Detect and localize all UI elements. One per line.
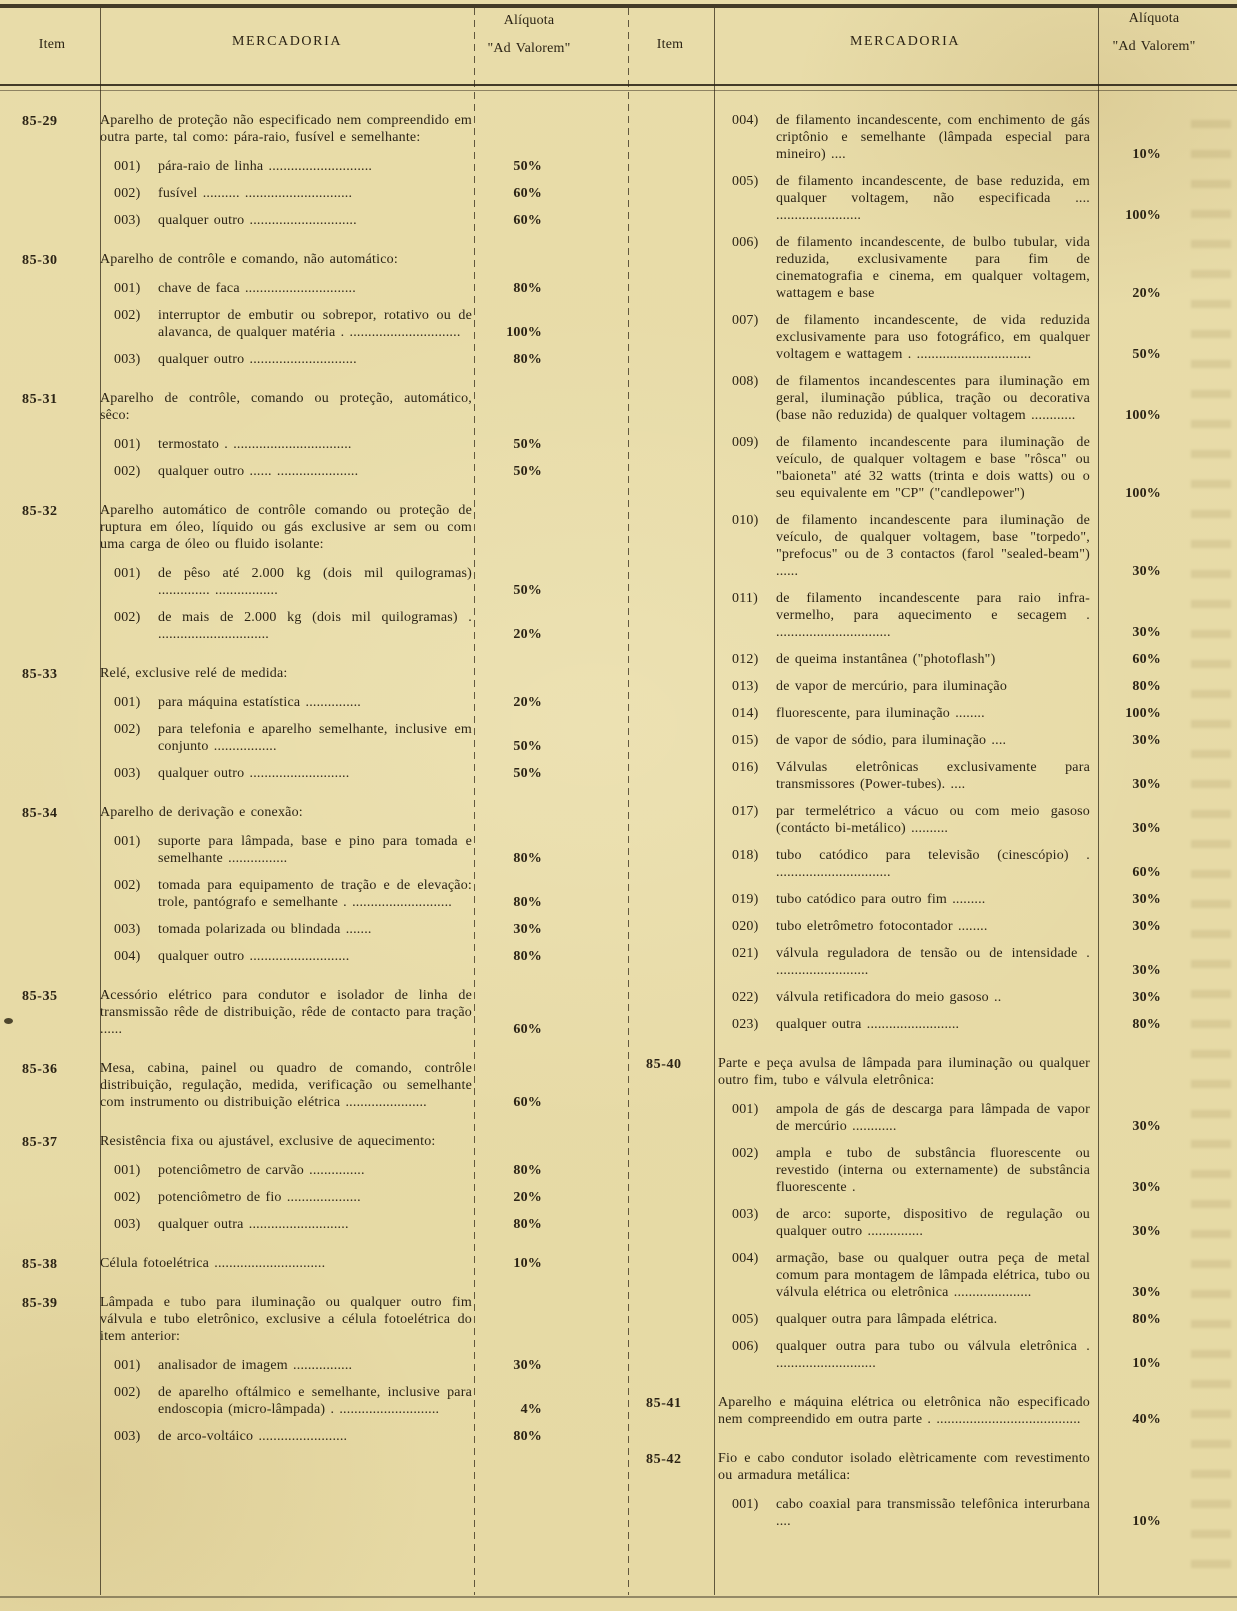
- sub-item-row: [718, 678, 1175, 695]
- header-aliquota-line2: "Ad Valorem": [1112, 39, 1196, 54]
- sub-item-text: qualquer outro ...........................: [158, 766, 350, 781]
- sub-item-text: qualquer outro ...... ......................: [158, 464, 359, 479]
- sub-item-code: 001): [114, 1358, 141, 1373]
- sub-item-row: [718, 434, 1175, 502]
- tariff-entry: [0, 1060, 560, 1111]
- sub-item-code: 020): [732, 919, 759, 934]
- sub-item-code: 014): [732, 706, 759, 721]
- sub-item-code: 003): [114, 922, 141, 937]
- sub-item-text: para máquina estatística ...............: [158, 695, 361, 710]
- entry-heading: Aparelho automático de contrôle comando ou proteção de ruptura em óleo, líquido ou gás exclusive ar sem ou com uma carga de óleo ou fluido isolante:: [100, 503, 472, 552]
- sub-item-rate: 30%: [1132, 625, 1161, 640]
- entry-heading-row: [100, 251, 560, 268]
- entry-heading: Aparelho de contrôle, comando ou proteção, automático, sêco:: [100, 391, 472, 423]
- tariff-entry: [0, 112, 560, 229]
- entry-subs: [100, 833, 560, 965]
- tariff-entry: [630, 1055, 1175, 1372]
- sub-item-text: válvula reguladora de tensão ou de intensidade . .........................: [776, 946, 1090, 978]
- sub-item-code: 010): [732, 513, 759, 528]
- sub-item-rate: 100%: [1125, 208, 1161, 223]
- sub-item-rate: 30%: [1132, 1224, 1161, 1239]
- sub-item-text: de queima instantânea ("photoflash"): [776, 652, 996, 667]
- sub-item-rate: 30%: [1132, 892, 1161, 907]
- entry-item-code: 85-29: [22, 114, 58, 129]
- sub-item-rate: 50%: [513, 159, 542, 174]
- sub-item-rate: 50%: [513, 583, 542, 598]
- sub-item-row: [100, 877, 560, 911]
- sub-item-text: tomada para equipamento de tração e de elevação: trole, pantógrafo e semelhante . ...........................: [158, 878, 472, 910]
- entry-heading: Aparelho de derivação e conexão:: [100, 805, 303, 820]
- sub-item-row: [100, 694, 560, 711]
- entry-item-code: 85-30: [22, 253, 58, 268]
- sub-item-text: para telefonia e aparelho semelhante, inclusive em conjunto .................: [158, 722, 472, 754]
- entry-heading: Resistência fixa ou ajustável, exclusive de aquecimento:: [100, 1134, 436, 1149]
- sub-item-rate: 10%: [1132, 1356, 1161, 1371]
- sub-item-text: válvula retificadora do meio gasoso ..: [776, 990, 1002, 1005]
- entry-item-code: 85-35: [22, 989, 58, 1004]
- entry-item-code: 85-38: [22, 1257, 58, 1272]
- sub-item-code: 006): [732, 235, 759, 250]
- entry-item-code: 85-40: [646, 1057, 682, 1072]
- tariff-entry: [0, 1255, 560, 1272]
- sub-item-code: 003): [114, 1217, 141, 1232]
- sub-item-rate: 30%: [1132, 821, 1161, 836]
- sub-item-code: 001): [114, 1163, 141, 1178]
- sub-item-code: 003): [114, 766, 141, 781]
- entry-heading-row: [718, 1055, 1175, 1089]
- sub-item-text: qualquer outro .............................: [158, 213, 357, 228]
- sub-item-rate: 80%: [1132, 1017, 1161, 1032]
- sub-item-code: 002): [114, 1190, 141, 1205]
- sub-item-code: 004): [732, 1251, 759, 1266]
- sub-item-text: potenciômetro de carvão ...............: [158, 1163, 365, 1178]
- sub-item-code: 019): [732, 892, 759, 907]
- sub-item-code: 001): [114, 834, 141, 849]
- entry-heading-row: [100, 665, 560, 682]
- tariff-entry: [630, 1450, 1175, 1530]
- sub-item-text: de vapor de mercúrio, para iluminação: [776, 679, 1008, 694]
- tariff-entry: [630, 1394, 1175, 1428]
- sub-item-code: 004): [114, 949, 141, 964]
- entry-subs: [100, 436, 560, 480]
- sub-item-text: tomada polarizada ou blindada .......: [158, 922, 372, 937]
- entry-item-code: 85-42: [646, 1452, 682, 1467]
- sub-item-row: [718, 373, 1175, 424]
- sub-item-row: [718, 705, 1175, 722]
- sub-item-text: qualquer outra .........................: [776, 1017, 960, 1032]
- sub-item-text: par termelétrico a vácuo ou com meio gasoso (contácto bi-metálico) ..........: [776, 804, 1090, 836]
- tariff-entry: [0, 665, 560, 782]
- sub-item-text: de filamento incandescente para iluminação de veículo, de qualquer voltagem e base "rôsca" ou "baioneta" até 32 watts (trinta e dois watts) ou o seu equivalente em "CP" ("candlepower"): [776, 435, 1090, 501]
- entry-heading-row: [100, 804, 560, 821]
- entry-item-code: 85-41: [646, 1396, 682, 1411]
- sub-item-row: [718, 1206, 1175, 1240]
- sub-item-row: [100, 1384, 560, 1418]
- sub-item-row: [100, 280, 560, 297]
- header-bottom-rule-light: [0, 90, 1237, 91]
- ink-speck: [4, 1018, 13, 1024]
- sub-item-rate: 30%: [1132, 564, 1161, 579]
- sub-item-code: 002): [114, 186, 141, 201]
- sub-item-row: [718, 312, 1175, 363]
- sub-item-code: 013): [732, 679, 759, 694]
- sub-item-row: [100, 1357, 560, 1374]
- sub-item-row: [718, 512, 1175, 580]
- sub-item-code: 001): [732, 1102, 759, 1117]
- sub-item-code: 003): [114, 213, 141, 228]
- sub-item-row: [100, 158, 560, 175]
- entry-heading-row: [100, 1255, 560, 1272]
- sub-item-text: de filamento incandescente, de base reduzida, em qualquer voltagem, não especificada .... .......................: [776, 174, 1090, 223]
- sub-item-rate: 80%: [513, 281, 542, 296]
- sub-item-text: armação, base ou qualquer outra peça de metal comum para montagem de lâmpada elétrica, tubo ou válvula elétrica ou eletrônica .....................: [776, 1251, 1090, 1300]
- entry-heading: Aparelho e máquina elétrica ou eletrônica não especificado nem compreendido em outra parte . .......................................: [718, 1395, 1090, 1427]
- sub-item-rate: 30%: [1132, 1180, 1161, 1195]
- sub-item-text: potenciômetro de fio ....................: [158, 1190, 361, 1205]
- page-bottom-rule: [0, 1596, 1237, 1598]
- sub-item-code: 022): [732, 990, 759, 1005]
- sub-item-row: [100, 463, 560, 480]
- sub-item-text: interruptor de embutir ou sobrepor, rotativo ou de alavanca, de qualquer matéria . ..............................: [158, 308, 472, 340]
- sub-item-row: [100, 351, 560, 368]
- sub-item-row: [100, 307, 560, 341]
- sub-item-text: qualquer outra para lâmpada elétrica.: [776, 1312, 998, 1327]
- sub-item-text: de mais de 2.000 kg (dois mil quilogramas) . ..............................: [158, 610, 472, 642]
- sub-item-code: 003): [114, 352, 141, 367]
- sub-item-row: [718, 945, 1175, 979]
- sub-item-rate: 80%: [513, 949, 542, 964]
- sub-item-rate: 50%: [513, 766, 542, 781]
- sub-item-rate: 80%: [513, 1163, 542, 1178]
- sub-item-code: 005): [732, 174, 759, 189]
- sub-item-text: suporte para lâmpada, base e pino para tomada e semelhante ................: [158, 834, 472, 866]
- entry-item-code: 85-31: [22, 392, 58, 407]
- entry-heading-rate: 60%: [513, 1095, 542, 1110]
- sub-item-text: ampla e tubo de substância fluorescente ou revestido (interna ou externamente) de substância fluorescente .: [776, 1146, 1090, 1195]
- sub-item-rate: 30%: [1132, 777, 1161, 792]
- sub-item-rate: 60%: [1132, 865, 1161, 880]
- tariff-entry: [0, 1133, 560, 1233]
- sub-item-text: de filamento incandescente, com enchimento de gás criptônio e semelhante (lâmpada especial para mineiro) ....: [776, 113, 1090, 162]
- sub-item-code: 009): [732, 435, 759, 450]
- entry-heading: Aparelho de contrôle e comando, não automático:: [100, 252, 398, 267]
- sub-item-rate: 30%: [1132, 990, 1161, 1005]
- sub-item-code: 003): [114, 1429, 141, 1444]
- column-divider: [628, 8, 629, 1595]
- sub-item-row: [100, 185, 560, 202]
- sub-item-text: tubo catódico para outro fim .........: [776, 892, 986, 907]
- sub-item-row: [100, 1162, 560, 1179]
- sub-item-code: 002): [114, 308, 141, 323]
- entry-subs: [100, 694, 560, 782]
- sub-item-text: qualquer outro .............................: [158, 352, 357, 367]
- tariff-entry: [0, 502, 560, 643]
- sub-item-code: 002): [732, 1146, 759, 1161]
- header-aliquota-line1: Alíquota: [503, 13, 555, 28]
- entry-item-code: 85-39: [22, 1296, 58, 1311]
- entry-heading: Parte e peça avulsa de lâmpada para iluminação ou qualquer outro fim, tubo e válvula eletrônica:: [718, 1056, 1090, 1088]
- sub-item-row: [718, 651, 1175, 668]
- sub-item-code: 006): [732, 1339, 759, 1354]
- sub-item-rate: 4%: [520, 1402, 542, 1417]
- sub-item-rate: 20%: [513, 1190, 542, 1205]
- entry-heading-row: [100, 1060, 560, 1111]
- entry-heading-row: [100, 112, 560, 146]
- entry-heading-row: [100, 1133, 560, 1150]
- entry-subs: [100, 1162, 560, 1233]
- sub-item-row: [100, 721, 560, 755]
- sub-item-row: [718, 590, 1175, 641]
- entry-subs: [100, 158, 560, 229]
- entry-subs: [100, 565, 560, 643]
- sub-item-text: termostato . ................................: [158, 437, 352, 452]
- entry-heading-rate: 10%: [513, 1256, 542, 1271]
- sub-item-rate: 30%: [513, 1358, 542, 1373]
- sub-item-rate: 80%: [1132, 1312, 1161, 1327]
- entry-heading-rate: 40%: [1132, 1412, 1161, 1427]
- sub-item-row: [718, 1311, 1175, 1328]
- sub-item-code: 005): [732, 1312, 759, 1327]
- sub-item-text: de filamento incandescente, de vida reduzida exclusivamente para uso fotográfico, em qualquer voltagem e wattagem . ...............................: [776, 313, 1090, 362]
- sub-item-rate: 30%: [1132, 733, 1161, 748]
- entry-subs: [718, 1496, 1175, 1530]
- entry-heading-rate: 60%: [513, 1022, 542, 1037]
- entry-item-code: 85-33: [22, 667, 58, 682]
- entry-heading-row: [100, 390, 560, 424]
- sub-item-rate: 30%: [1132, 963, 1161, 978]
- entry-heading: Célula fotoelétrica ..............................: [100, 1256, 326, 1271]
- ink-bleed-artifact: [1191, 120, 1231, 1581]
- sub-item-code: 001): [114, 695, 141, 710]
- sub-item-text: de filamento incandescente para iluminação de veículo, de qualquer voltagem, base "torpedo", "prefocus" ou de 3 contactos (farol "sealed-beam") ......: [776, 513, 1090, 579]
- sub-item-text: de filamento incandescente para raio infra-vermelho, para aquecimento e secagem . ...............................: [776, 591, 1090, 640]
- sub-item-code: 003): [732, 1207, 759, 1222]
- sub-item-code: 015): [732, 733, 759, 748]
- entry-heading: Lâmpada e tubo para iluminação ou qualquer outro fim válvula e tubo eletrônico, exclusive a célula fotoelétrica do item anterior:: [100, 1295, 472, 1344]
- header-item-right: Item: [656, 37, 684, 52]
- sub-item-rate: 30%: [1132, 919, 1161, 934]
- sub-item-text: analisador de imagem ................: [158, 1358, 353, 1373]
- sub-item-rate: 100%: [1125, 408, 1161, 423]
- entry-heading-row: [100, 502, 560, 553]
- tariff-entry: [0, 390, 560, 480]
- entry-heading: Fio e cabo condutor isolado elètricamente com revestimento ou armadura metálica:: [718, 1451, 1090, 1483]
- entry-subs: [100, 280, 560, 368]
- sub-item-row: [100, 1428, 560, 1445]
- sub-item-code: 002): [114, 878, 141, 893]
- entry-heading: Relé, exclusive relé de medida:: [100, 666, 288, 681]
- header-mercadoria-right: MERCADORIA: [849, 34, 961, 49]
- sub-item-row: [718, 1145, 1175, 1196]
- sub-item-text: qualquer outra ...........................: [158, 1217, 349, 1232]
- tariff-entry: [0, 1294, 560, 1445]
- sub-item-code: 007): [732, 313, 759, 328]
- sub-item-text: de arco: suporte, dispositivo de regulação ou qualquer outro ...............: [776, 1207, 1090, 1239]
- entry-heading-row: [718, 1394, 1175, 1428]
- entry-heading-row: [100, 987, 560, 1038]
- tariff-entry: [0, 987, 560, 1038]
- sub-item-code: 021): [732, 946, 759, 961]
- sub-item-code: 012): [732, 652, 759, 667]
- sub-item-row: [718, 234, 1175, 302]
- sub-item-rate: 80%: [513, 1217, 542, 1232]
- sub-item-code: 001): [732, 1497, 759, 1512]
- sub-item-code: 001): [114, 281, 141, 296]
- sub-item-rate: 50%: [513, 464, 542, 479]
- sub-item-code: 002): [114, 722, 141, 737]
- sub-item-code: 001): [114, 437, 141, 452]
- sub-item-row: [100, 565, 560, 599]
- sub-item-text: tubo eletrômetro fotocontador ........: [776, 919, 988, 934]
- header-aliquota-right: [1096, 10, 1212, 55]
- tariff-entry: [0, 251, 560, 368]
- sub-item-rate: 60%: [1132, 652, 1161, 667]
- sub-item-code: 008): [732, 374, 759, 389]
- entry-item-code: 85-36: [22, 1062, 58, 1077]
- sub-item-text: de filamentos incandescentes para iluminação em geral, iluminação pública, tração ou decorativa (base não reduzida) de qualquer voltagem ............: [776, 374, 1090, 423]
- sub-item-row: [718, 112, 1175, 163]
- sub-item-row: [100, 921, 560, 938]
- sub-item-row: [718, 989, 1175, 1006]
- sub-item-rate: 50%: [513, 437, 542, 452]
- sub-item-row: [718, 803, 1175, 837]
- sub-item-rate: 80%: [513, 1429, 542, 1444]
- sub-item-code: 011): [732, 591, 758, 606]
- sub-item-rate: 100%: [1125, 706, 1161, 721]
- sub-item-rate: 30%: [1132, 1285, 1161, 1300]
- entry-heading: Aparelho de proteção não especificado nem compreendido em outra parte, tal como: pára-raio, fusível e semelhante:: [100, 113, 472, 145]
- sub-item-rate: 80%: [513, 352, 542, 367]
- sub-item-code: 002): [114, 610, 141, 625]
- sub-item-rate: 100%: [506, 325, 542, 340]
- tariff-entry: [0, 804, 560, 965]
- sub-item-rate: 10%: [1132, 1514, 1161, 1529]
- sub-item-row: [100, 609, 560, 643]
- sub-item-code: 002): [114, 464, 141, 479]
- sub-item-row: [718, 1338, 1175, 1372]
- header-item-left: Item: [38, 37, 66, 52]
- left-column: [0, 112, 560, 1467]
- sub-item-code: 002): [114, 1385, 141, 1400]
- header-aliquota-line2: "Ad Valorem": [487, 41, 571, 56]
- sub-item-rate: 20%: [513, 695, 542, 710]
- sub-item-row: [100, 212, 560, 229]
- sub-item-row: [718, 1250, 1175, 1301]
- sub-item-row: [718, 918, 1175, 935]
- sub-item-row: [718, 732, 1175, 749]
- sub-item-text: de vapor de sódio, para iluminação ....: [776, 733, 1007, 748]
- sub-item-row: [718, 759, 1175, 793]
- entry-heading: Acessório elétrico para condutor e isolador de linha de transmissão rêde de distribuição, rêde de contacto para tração ......: [100, 988, 472, 1037]
- header-aliquota-left: [476, 12, 582, 57]
- right-column: [630, 112, 1175, 1552]
- sub-item-row: [718, 1496, 1175, 1530]
- sub-item-text: ampola de gás de descarga para lâmpada de vapor de mercúrio ............: [776, 1102, 1090, 1134]
- sub-item-code: 017): [732, 804, 759, 819]
- sub-item-text: qualquer outro ...........................: [158, 949, 350, 964]
- header-aliquota-line1: Alíquota: [1128, 11, 1180, 26]
- sub-item-row: [718, 173, 1175, 224]
- entry-subs: [718, 1101, 1175, 1372]
- sub-item-code: 001): [114, 159, 141, 174]
- entry-subs: [100, 1357, 560, 1445]
- sub-item-code: 023): [732, 1017, 759, 1032]
- sub-item-code: 001): [114, 566, 141, 581]
- sub-item-rate: 80%: [1132, 679, 1161, 694]
- sub-item-row: [718, 1101, 1175, 1135]
- top-rule: [0, 4, 1237, 8]
- sub-item-row: [718, 847, 1175, 881]
- sub-item-text: de arco-voltáico ........................: [158, 1429, 348, 1444]
- sub-item-rate: 20%: [1132, 286, 1161, 301]
- entry-subs: [718, 112, 1175, 1033]
- sub-item-text: cabo coaxial para transmissão telefônica interurbana ....: [776, 1497, 1090, 1529]
- sub-item-code: 016): [732, 760, 759, 775]
- entry-heading: Mesa, cabina, painel ou quadro de comando, contrôle distribuição, regulação, medida, verificação ou semelhante com instrumento ou distribuição elétrica ......................: [100, 1061, 472, 1110]
- sub-item-row: [100, 1189, 560, 1206]
- sub-item-row: [100, 833, 560, 867]
- sub-item-row: [100, 436, 560, 453]
- sub-item-rate: 30%: [513, 922, 542, 937]
- entry-item-code: 85-32: [22, 504, 58, 519]
- sub-item-text: pára-raio de linha ............................: [158, 159, 373, 174]
- sub-item-row: [100, 765, 560, 782]
- sub-item-rate: 30%: [1132, 1119, 1161, 1134]
- sub-item-text: tubo catódico para televisão (cinescópio) . ...............................: [776, 848, 1090, 880]
- sub-item-text: Válvulas eletrônicas exclusivamente para transmissores (Power-tubes). ....: [776, 760, 1090, 792]
- sub-item-rate: 60%: [513, 213, 542, 228]
- sub-item-text: de pêso até 2.000 kg (dois mil quilogramas) .............. .................: [158, 566, 472, 598]
- entry-heading-row: [100, 1294, 560, 1345]
- sub-item-text: de aparelho oftálmico e semelhante, inclusive para endoscopia (micro-lâmpada) . ...........................: [158, 1385, 472, 1417]
- sub-item-code: 004): [732, 113, 759, 128]
- sub-item-rate: 60%: [513, 186, 542, 201]
- sub-item-row: [100, 948, 560, 965]
- sub-item-rate: 100%: [1125, 486, 1161, 501]
- sub-item-text: fluorescente, para iluminação ........: [776, 706, 985, 721]
- sub-item-rate: 20%: [513, 627, 542, 642]
- sub-item-code: 018): [732, 848, 759, 863]
- sub-item-row: [718, 1016, 1175, 1033]
- sub-item-text: fusível .......... .............................: [158, 186, 353, 201]
- sub-item-rate: 80%: [513, 895, 542, 910]
- sub-item-rate: 50%: [1132, 347, 1161, 362]
- tariff-entry: [630, 112, 1175, 1033]
- entry-item-code: 85-34: [22, 806, 58, 821]
- sub-item-text: de filamento incandescente, de bulbo tubular, vida reduzida, exclusivamente para fim de cinematografia e cinema, em qualquer voltagem, wattagem e base: [776, 235, 1090, 301]
- sub-item-rate: 80%: [513, 851, 542, 866]
- entry-heading-row: [718, 1450, 1175, 1484]
- header-bottom-rule: [0, 84, 1237, 86]
- header-mercadoria-left: MERCADORIA: [231, 34, 343, 49]
- entry-item-code: 85-37: [22, 1135, 58, 1150]
- sub-item-rate: 10%: [1132, 147, 1161, 162]
- sub-item-text: chave de faca ..............................: [158, 281, 356, 296]
- sub-item-text: qualquer outra para tubo ou válvula eletrônica . ...........................: [776, 1339, 1090, 1371]
- sub-item-row: [718, 891, 1175, 908]
- sub-item-rate: 50%: [513, 739, 542, 754]
- sub-item-row: [100, 1216, 560, 1233]
